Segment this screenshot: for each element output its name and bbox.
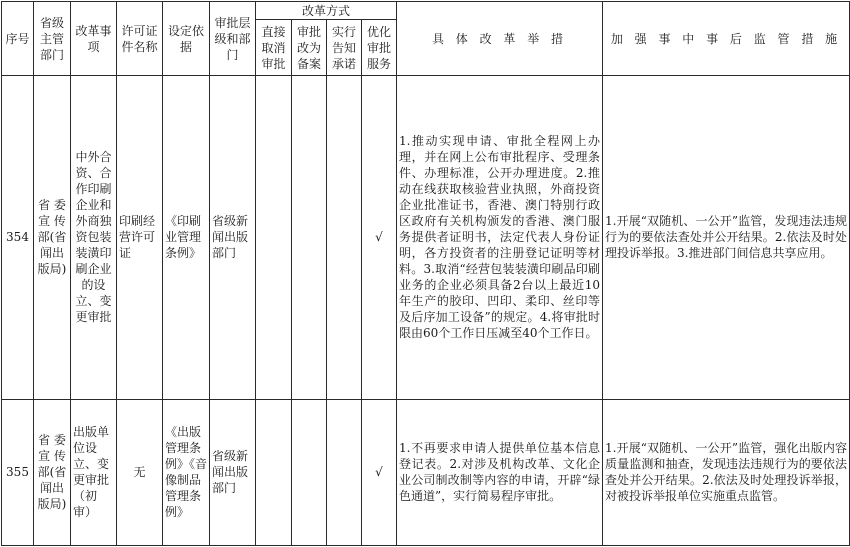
- row-notify: [327, 76, 362, 400]
- row-cancel: [256, 399, 292, 545]
- row-level: 省级新闻出版部门: [210, 399, 256, 545]
- row-measures: 1.推动实现申请、审批全程网上办理，并在网上公布审批程序、受理条件、办理标准，公开办理进度。2.推动在线获取核验营业执照，外商投资企业批准证书，香港、澳门特别行政区政府有关机构颁发的香港、澳门服务提供者证明书，法定代表人身份证明，各方投资者的注册登记证明等材料。3.取消“经营包装装潢印刷品印刷业务的企业必须具备2台以上最近10年生产的胶印、凹印、柔印、丝印等及后序加工设备”的规定。4.将审批时限由60个工作日压减至40个工作日。: [397, 76, 603, 400]
- row-dept: 省 委宣 传部(省闻出版局): [34, 76, 71, 400]
- header-optimize: 优化审批服务: [362, 20, 397, 76]
- header-license: 许可证件名称: [117, 2, 163, 76]
- header-supervision: 加 强 事 中 事 后 监 管 措 施: [603, 2, 850, 76]
- row-license: 无: [117, 399, 163, 545]
- header-dept: 省级主管部门: [34, 2, 71, 76]
- header-reform-method: 改革方式: [256, 2, 397, 20]
- row-supervision: 1.开展“双随机、一公开”监管，强化出版内容质量监测和抽查，发现违法违规行为的要依法查处并公开结果。2.依法及时处理投诉举报，对被投诉举报单位实施重点监管。: [603, 399, 850, 545]
- row-cancel: [256, 76, 292, 400]
- row-dept: 省 委宣 传部(省闻出版局): [34, 399, 71, 545]
- row-seq: 354: [2, 76, 34, 400]
- row-license: 印刷经营许可证: [117, 76, 163, 400]
- row-basis: 《印刷业管理条例》: [163, 76, 210, 400]
- row-filing: [292, 76, 327, 400]
- row-seq: 355: [2, 399, 34, 545]
- header-item: 改革事项: [71, 2, 117, 76]
- header-basis: 设定依据: [163, 2, 210, 76]
- row-measures: 1.不再要求申请人提供单位基本信息登记表。2.对涉及机构改革、文化企业公司制改制等内容的申请，开辟“绿色通道”，实行简易程序审批。: [397, 399, 603, 545]
- row-item: 中外合资、合作印刷企业和外商独资包装装潢印刷企业的设立、变更审批: [71, 76, 117, 400]
- row-supervision: 1.开展“双随机、一公开”监管，发现违法违规行为的要依法查处并公开结果。2.依法及时处理投诉举报。3.推进部门间信息共享应用。: [603, 76, 850, 400]
- header-level: 审批层级和部门: [210, 2, 256, 76]
- table-row: [2, 76, 850, 400]
- row-item: 出版单位设立、变更审批（初审）: [71, 399, 117, 545]
- row-optimize-check: √: [362, 76, 397, 400]
- row-optimize-check: √: [362, 399, 397, 545]
- header-measures: 具 体 改 革 举 措: [397, 2, 603, 76]
- header-row-1: [2, 2, 850, 20]
- row-level: 省级新闻出版部门: [210, 76, 256, 400]
- row-filing: [292, 399, 327, 545]
- header-cancel: 直接取消审批: [256, 20, 292, 76]
- reform-table: [1, 1, 850, 546]
- header-notify: 实行告知承诺: [327, 20, 362, 76]
- header-seq: 序号: [2, 2, 34, 76]
- header-filing: 审批改为备案: [292, 20, 327, 76]
- table-row: [2, 399, 850, 545]
- row-basis: 《出版管理条例》《音像制品管理条例》: [163, 399, 210, 545]
- row-notify: [327, 399, 362, 545]
